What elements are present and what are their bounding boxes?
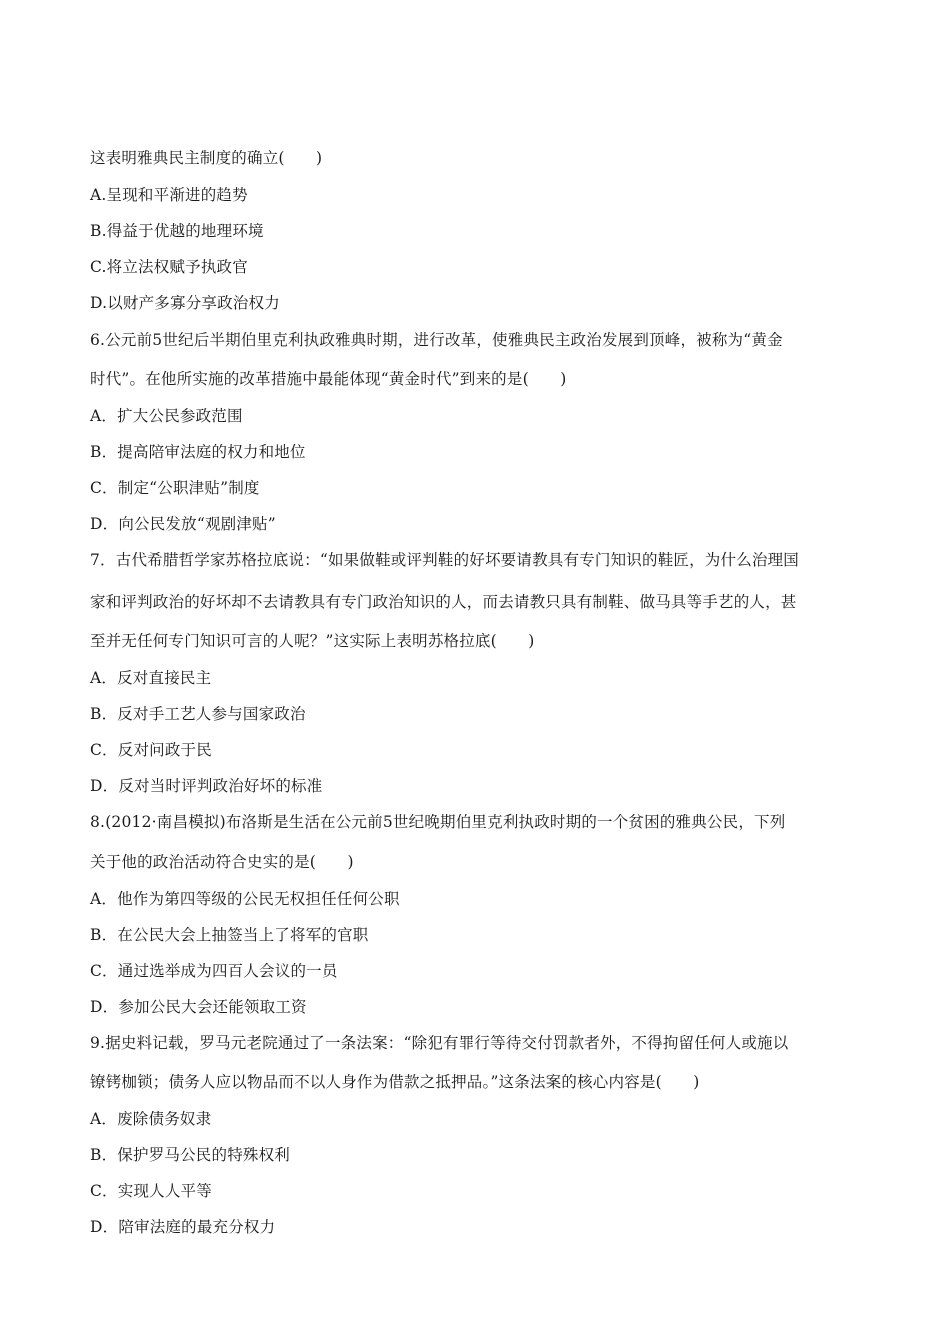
q7-option-d: D．反对当时评判政治好坏的标准 (90, 777, 323, 795)
q9-option-d: D．陪审法庭的最充分权力 (90, 1218, 276, 1236)
q7-option-c: C．反对问政于民 (90, 741, 212, 759)
q6-option-a: A．扩大公民参政范围 (90, 407, 243, 425)
q7-stem-line-3: 至并无任何专门知识可言的人呢？”这实际上表明苏格拉底( ) (90, 632, 535, 650)
q6-option-b: B．提高陪审法庭的权力和地位 (90, 443, 306, 461)
q8-option-c: C．通过选举成为四百人会议的一员 (90, 962, 338, 980)
q9-stem-line-1: 9.据史料记载，罗马元老院通过了一条法案：“除犯有罪行等待交付罚款者外，不得拘留任何人或施以 (90, 1034, 789, 1052)
q5-stem: 这表明雅典民主制度的确立( ) (90, 149, 323, 167)
q9-option-c: C．实现人人平等 (90, 1182, 212, 1200)
q8-option-a: A．他作为第四等级的公民无权担任任何公职 (90, 890, 400, 908)
q7-stem-line-1: 7．古代希腊哲学家苏格拉底说：“如果做鞋或评判鞋的好坏要请教具有专门知识的鞋匠，为什么治理国 (90, 551, 799, 569)
q5-option-b: B.得益于优越的地理环境 (90, 222, 264, 240)
q5-option-c: C.将立法权赋予执政官 (90, 258, 248, 276)
q7-option-a: A．反对直接民主 (90, 669, 212, 687)
q8-option-b: B．在公民大会上抽签当上了将军的官职 (90, 926, 369, 944)
q8-option-d: D．参加公民大会还能领取工资 (90, 998, 307, 1016)
q5-option-d: D.以财产多寡分享政治权力 (90, 294, 280, 312)
q6-option-c: C．制定“公职津贴”制度 (90, 479, 260, 497)
q6-option-d: D．向公民发放“观剧津贴” (90, 515, 276, 533)
q9-option-b: B．保护罗马公民的特殊权利 (90, 1146, 290, 1164)
q7-stem-line-2: 家和评判政治的好坏却不去请教具有专门政治知识的人，而去请教只具有制鞋、做马具等手艺的人，甚 (90, 593, 797, 611)
q9-option-a: A．废除债务奴隶 (90, 1110, 212, 1128)
q8-stem-line-1: 8.(2012·南昌模拟)布洛斯是生活在公元前5世纪晚期伯里克利执政时期的一个贫困的雅典公民，下列 (90, 813, 786, 831)
q9-stem-line-2: 镣铐枷锁；债务人应以物品而不以人身作为借款之抵押品。”这条法案的核心内容是( ) (90, 1073, 700, 1091)
q6-stem-line-1: 6.公元前5世纪后半期伯里克利执政雅典时期，进行改革，使雅典民主政治发展到顶峰，被称为“黄金 (90, 331, 783, 349)
q5-option-a: A.呈现和平渐进的趋势 (90, 186, 248, 204)
q6-stem-line-2: 时代”。在他所实施的改革措施中最能体现“黄金时代”到来的是( ) (90, 370, 567, 388)
q7-option-b: B．反对手工艺人参与国家政治 (90, 705, 306, 723)
q8-stem-line-2: 关于他的政治活动符合史实的是( ) (90, 853, 354, 871)
